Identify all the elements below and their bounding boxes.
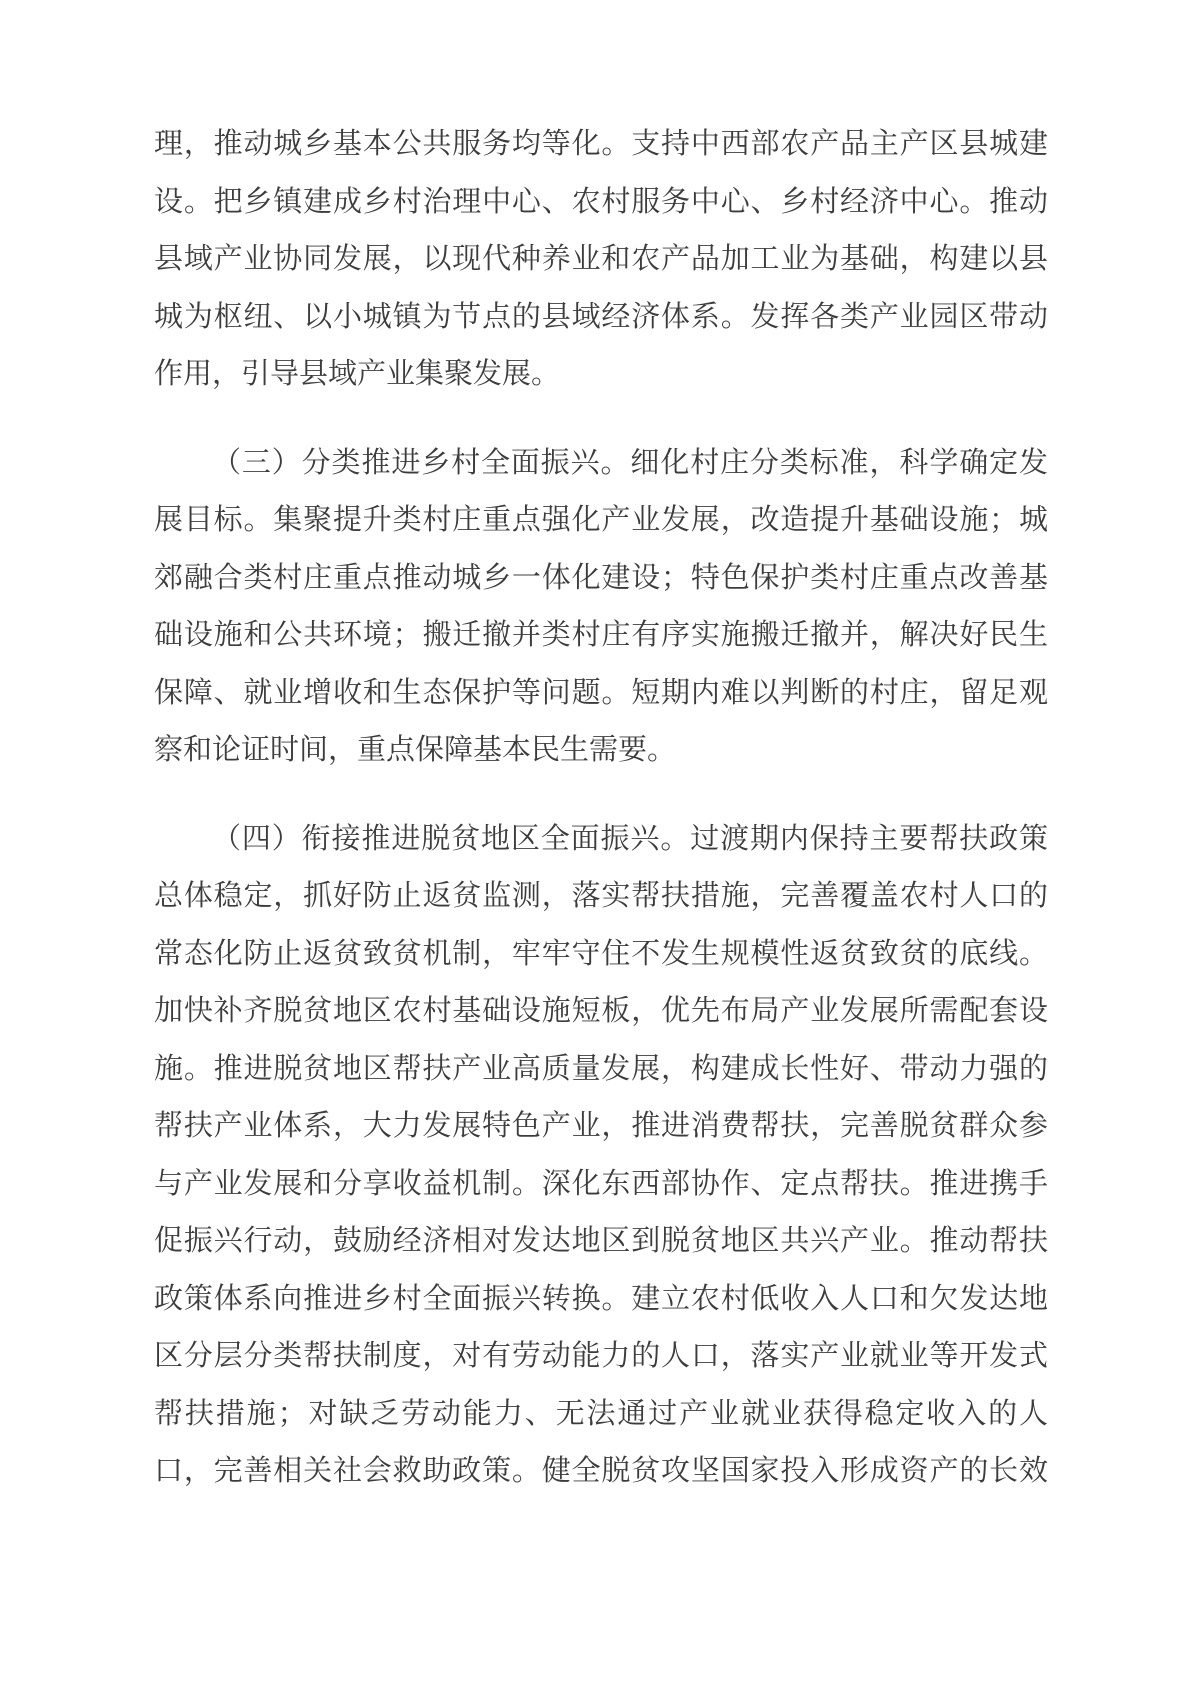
- text-line: （四）衔接推进脱贫地区全面振兴。过渡期内保持主要帮扶政策: [212, 822, 1048, 855]
- paragraph-item-4: [154, 811, 1048, 1501]
- text-line: 帮扶产业体系，大力发展特色产业，推进消费帮扶，完善脱贫群众参: [154, 1110, 1048, 1142]
- paragraph-item-3: [154, 435, 1048, 780]
- text-line: 口，完善相关社会救助政策。健全脱贫攻坚国家投入形成资产的长效: [154, 1455, 1048, 1487]
- text-line: 常态化防止返贫致贫机制，牢牢守住不发生规模性返贫致贫的底线。: [154, 937, 1048, 970]
- text-line: 城为枢纽、以小城镇为节点的县域经济体系。发挥各类产业园区带动: [154, 300, 1048, 333]
- text-line: 作用，引导县域产业集聚发展。: [154, 358, 561, 390]
- text-line: 保障、就业增收和生态保护等问题。短期内难以判断的村庄，留足观: [154, 676, 1048, 709]
- text-line: 展目标。集聚提升类村庄重点强化产业发展，改造提升基础设施；城: [154, 504, 1048, 536]
- text-line: 设。把乡镇建成乡村治理中心、农村服务中心、乡村经济中心。推动: [154, 185, 1048, 218]
- text-line: 与产业发展和分享收益机制。深化东西部协作、定点帮扶。推进携手: [154, 1167, 1048, 1200]
- text-line: （三）分类推进乡村全面振兴。细化村庄分类标准，科学确定发: [212, 446, 1048, 479]
- text-line: 理，推动城乡基本公共服务均等化。支持中西部农产品主产区县城建: [154, 128, 1048, 160]
- text-line: 加快补齐脱贫地区农村基础设施短板，优先布局产业发展所需配套设: [154, 995, 1048, 1027]
- text-line: 察和论证时间，重点保障基本民生需要。: [154, 734, 677, 766]
- text-line: 帮扶措施；对缺乏劳动能力、无法通过产业就业获得稳定收入的人: [154, 1397, 1048, 1430]
- text-line: 础设施和公共环境；搬迁撤并类村庄有序实施搬迁撤并，解决好民生: [154, 619, 1048, 651]
- text-line: 促振兴行动，鼓励经济相对发达地区到脱贫地区共兴产业。推动帮扶: [154, 1225, 1048, 1257]
- paragraph-continuation: [154, 116, 1048, 404]
- text-line: 政策体系向推进乡村全面振兴转换。建立农村低收入人口和欠发达地: [154, 1282, 1048, 1315]
- text-line: 总体稳定，抓好防止返贫监测，落实帮扶措施，完善覆盖农村人口的: [154, 880, 1048, 912]
- text-line: 县域产业协同发展，以现代种养业和农产品加工业为基础，构建以县: [154, 243, 1048, 275]
- text-line: 郊融合类村庄重点推动城乡一体化建设；特色保护类村庄重点改善基: [154, 561, 1048, 594]
- text-line: 施。推进脱贫地区帮扶产业高质量发展，构建成长性好、带动力强的: [154, 1052, 1048, 1085]
- text-line: 区分层分类帮扶制度，对有劳动能力的人口，落实产业就业等开发式: [154, 1340, 1048, 1372]
